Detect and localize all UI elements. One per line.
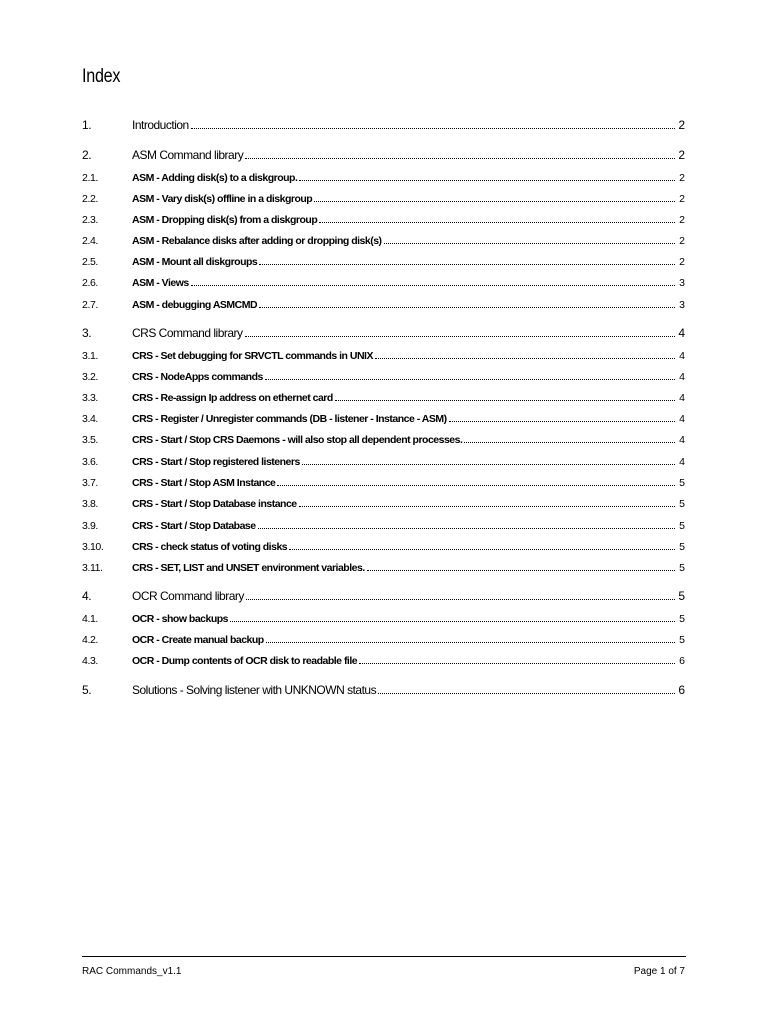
toc-entry[interactable] [82,651,685,667]
toc-entry-page[interactable]: 4 [679,456,685,468]
toc-dot-leader [245,158,675,159]
toc-dot-leader [314,201,675,202]
toc-entry-number: 3.1. [82,350,98,362]
toc-entry[interactable] [82,409,685,425]
toc-entry-page[interactable]: 2 [678,118,685,132]
toc-entry-label[interactable]: ASM Command library [132,148,244,162]
toc-dot-leader [335,400,675,401]
toc-entry-label[interactable]: CRS - Set debugging for SRVCTL commands in UNIX [132,350,373,362]
toc-entry-page[interactable]: 5 [679,541,685,553]
toc-entry[interactable] [82,388,685,404]
toc-entry-label[interactable]: Introduction [132,118,189,132]
toc-entry-label[interactable]: CRS - Start / Stop Database instance [132,498,297,510]
toc-entry[interactable] [82,473,685,489]
toc-entry-page[interactable]: 4 [679,392,685,404]
toc-entry-label[interactable]: Solutions - Solving listener with UNKNOWN status [132,683,377,697]
toc-dot-leader [299,180,675,181]
toc-entry-page[interactable]: 2 [679,214,685,226]
toc-dot-leader [191,285,675,286]
toc-dot-leader [375,358,675,359]
toc-entry-label[interactable]: CRS - Start / Stop CRS Daemons - will also stop all dependent processes. [132,434,463,446]
toc-entry-number: 4.2. [82,634,98,646]
toc-entry[interactable] [82,630,685,646]
toc-entry-number: 4. [82,589,92,603]
toc-dot-leader [378,693,675,694]
toc-entry-page[interactable]: 2 [678,148,685,162]
toc-dot-leader [277,485,675,486]
toc-entry-number: 4.3. [82,655,98,667]
toc-entry-number: 3.4. [82,413,98,425]
toc-entry-label[interactable]: CRS - NodeApps commands [132,371,263,383]
toc-entry-label[interactable]: OCR - Create manual backup [132,634,264,646]
toc-entry-label[interactable]: ASM - Mount all diskgroups [132,256,258,268]
toc-dot-leader [266,642,675,643]
toc-entry-page[interactable]: 5 [679,520,685,532]
toc-entry[interactable] [82,295,685,311]
toc-dot-leader [258,528,675,529]
toc-entry[interactable] [82,537,685,553]
toc-entry[interactable] [82,516,685,532]
toc-entry[interactable] [82,494,685,510]
toc-entry-number: 3.10. [82,541,104,553]
toc-dot-leader [259,307,675,308]
toc-dot-leader [191,128,675,129]
toc-entry-number: 3.3. [82,392,98,404]
toc-dot-leader [265,379,675,380]
toc-entry-number: 5. [82,683,92,697]
toc-entry-number: 2.1. [82,172,98,184]
toc-dot-leader [299,506,675,507]
toc-entry[interactable] [82,609,685,625]
toc-entry-number: 3.11. [82,562,103,574]
toc-entry-label[interactable]: OCR - Dump contents of OCR disk to readable file [132,655,358,667]
toc-entry[interactable] [82,116,685,132]
toc-dot-leader [246,599,675,600]
toc-entry-label[interactable]: CRS - Start / Stop registered listeners [132,456,300,468]
toc-entry-page[interactable]: 5 [679,634,685,646]
footer-document-name: RAC Commands_v1.1 [82,966,182,977]
toc-entry[interactable] [82,367,685,383]
toc-entry-number: 2.6. [82,277,98,289]
toc-entry-page[interactable]: 6 [679,655,685,667]
toc-entry-number: 2.7. [82,299,98,311]
toc-entry-number: 2.2. [82,193,98,205]
toc-entry[interactable] [82,189,685,205]
toc-entry-number: 3.6. [82,456,98,468]
toc-entry[interactable] [82,681,685,697]
toc-entry-label[interactable]: CRS - Re-assign Ip address on ethernet card [132,392,333,404]
page-title: Index [82,66,121,87]
toc-entry-number: 2. [82,148,92,162]
toc-entry-label[interactable]: CRS - SET, LIST and UNSET environment variables. [132,562,365,574]
toc-dot-leader [359,663,675,664]
toc-entry-number: 2.4. [82,235,98,247]
toc-dot-leader [302,464,675,465]
toc-entry-label[interactable]: CRS - Start / Stop Database [132,520,256,532]
toc-dot-leader [449,421,675,422]
toc-entry[interactable] [82,452,685,468]
toc-entry-number: 3.5. [82,434,98,446]
toc-dot-leader [384,243,675,244]
toc-entry-label[interactable]: CRS - Start / Stop ASM Instance [132,477,276,489]
toc-entry-number: 4.1. [82,613,98,625]
toc-entry[interactable] [82,252,685,268]
footer-divider [82,956,686,957]
toc-entry-number: 3.2. [82,371,98,383]
toc-entry-number: 3.8. [82,498,98,510]
toc-entry-number: 3. [82,326,92,340]
toc-entry-label[interactable]: ASM - Adding disk(s) to a diskgroup. [132,172,298,184]
toc-dot-leader [367,570,675,571]
toc-entry-number: 1. [82,118,92,132]
toc-dot-leader [230,621,675,622]
toc-entry-page[interactable]: 2 [679,193,685,205]
toc-dot-leader [259,264,675,265]
toc-entry-label[interactable]: CRS - check status of voting disks [132,541,288,553]
toc-entry-label[interactable]: ASM - Vary disk(s) offline in a diskgroup [132,193,313,205]
toc-entry-page[interactable]: 2 [679,235,685,247]
toc-entry-page[interactable]: 4 [679,350,685,362]
toc-dot-leader [319,222,675,223]
toc-entry-page[interactable]: 4 [678,326,685,340]
toc-dot-leader [289,549,675,550]
toc-entry[interactable] [82,168,685,184]
toc-entry[interactable] [82,231,685,247]
footer-page-number: Page 1 of 7 [633,966,685,977]
toc-entry-page[interactable]: 5 [679,477,685,489]
toc-entry-label[interactable]: OCR Command library [132,589,244,603]
toc-entry[interactable] [82,146,685,162]
toc-dot-leader [464,442,675,443]
toc-entry-number: 2.3. [82,214,98,226]
toc-entry[interactable] [82,273,685,289]
toc-entry-label[interactable]: CRS Command library [132,326,243,340]
toc-entry-page[interactable]: 4 [679,434,685,446]
toc-entry[interactable] [82,430,685,446]
toc-entry-page[interactable]: 2 [679,256,685,268]
toc-entry-label[interactable]: ASM - Dropping disk(s) from a diskgroup [132,214,318,226]
toc-dot-leader [245,336,675,337]
toc-entry-page[interactable]: 5 [678,589,685,603]
toc-entry[interactable] [82,210,685,226]
toc-entry-page[interactable]: 5 [679,562,685,574]
toc-entry-page[interactable]: 5 [679,498,685,510]
toc-entry[interactable] [82,587,685,603]
toc-entry-label[interactable]: CRS - Register / Unregister commands (DB - listener - Instance - ASM) [132,413,447,425]
toc-entry-page[interactable]: 4 [679,413,685,425]
toc-entry-page[interactable]: 2 [679,172,685,184]
toc-entry-page[interactable]: 3 [679,299,685,311]
toc-entry[interactable] [82,324,685,340]
toc-entry-page[interactable]: 3 [679,277,685,289]
toc-entry-page[interactable]: 5 [679,613,685,625]
toc-entry-number: 3.7. [82,477,98,489]
toc-entry-page[interactable]: 4 [679,371,685,383]
toc-entry-label[interactable]: OCR - show backups [132,613,229,625]
toc-entry-label[interactable]: ASM - debugging ASMCMD [132,299,258,311]
toc-entry[interactable] [82,346,685,362]
toc-entry-number: 2.5. [82,256,98,268]
toc-entry[interactable] [82,558,685,574]
toc-entry-label[interactable]: ASM - Views [132,277,189,289]
toc-entry-page[interactable]: 6 [678,683,685,697]
toc-entry-label[interactable]: ASM - Rebalance disks after adding or dropping disk(s) [132,235,382,247]
toc-entry-number: 3.9. [82,520,98,532]
